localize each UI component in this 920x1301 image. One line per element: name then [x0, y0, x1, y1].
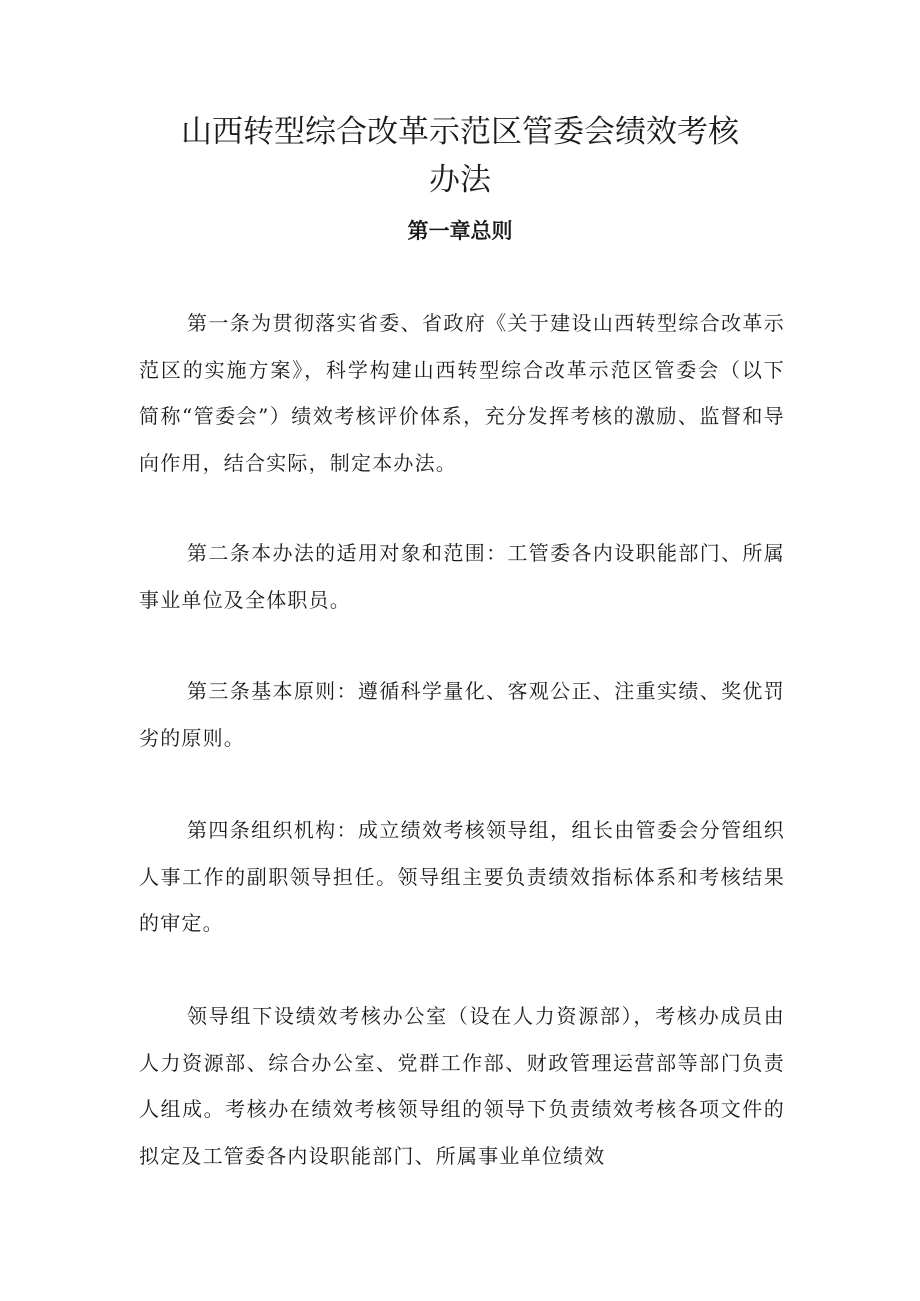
chapter-heading: 第一章总则	[407, 219, 513, 243]
article-2-paragraph: 第二条本办法的适用对象和范围：工管委各内设职能部门、所属事业单位及全体职员。	[139, 541, 785, 612]
article-3-paragraph: 第三条基本原则：遵循科学量化、客观公正、注重实绩、奖优罚劣的原则。	[139, 679, 785, 750]
assessment-office-paragraph: 领导组下设绩效考核办公室（设在人力资源部），考核办成员由人力资源部、综合办公室、党群工作部、财政管理运营部等部门负责人组成。考核办在绩效考核领导组的领导下负责绩效考核各项文件的拟定及工管委各内设职能部门、所属事业单位绩效	[139, 1004, 785, 1168]
document-title-line-2: 办法	[429, 162, 491, 198]
article-1-paragraph: 第一条为贯彻落实省委、省政府《关于建设山西转型综合改革示范区的实施方案》，科学构建山西转型综合改革示范区管委会（以下简称“管委会”）绩效考核评价体系，充分发挥考核的激励、监督和导向作用，结合实际，制定本办法。	[139, 311, 785, 475]
article-4-paragraph: 第四条组织机构：成立绩效考核领导组，组长由管委会分管组织人事工作的副职领导担任。领导组主要负责绩效指标体系和考核结果的审定。	[139, 818, 785, 935]
document-title-line-1: 山西转型综合改革示范区管委会绩效考核	[181, 114, 739, 150]
